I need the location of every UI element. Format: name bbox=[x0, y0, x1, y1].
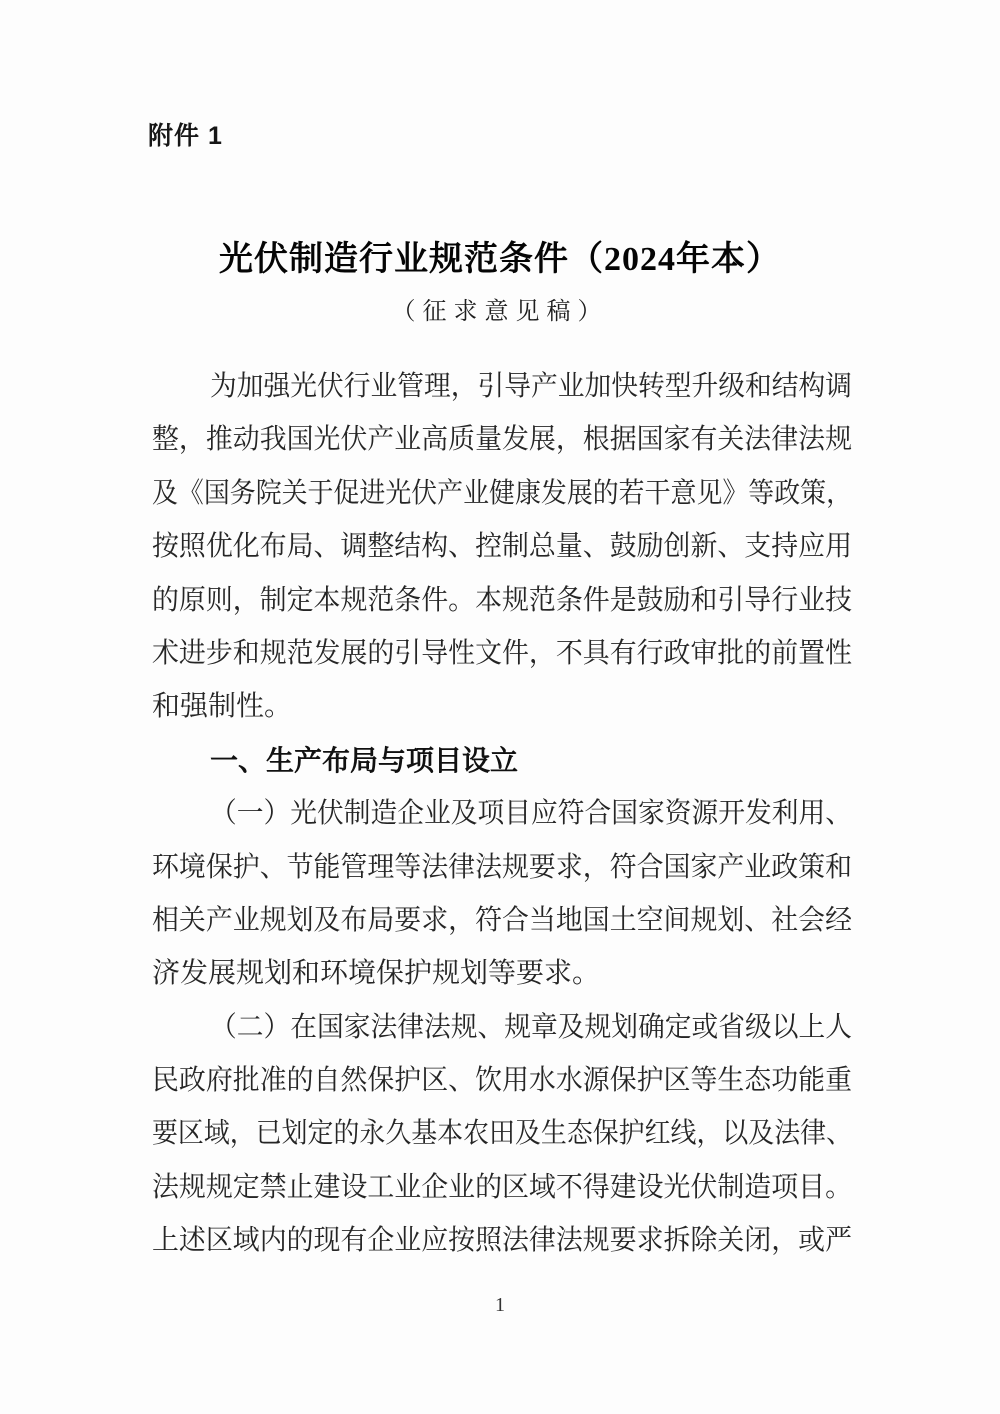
body-line bbox=[152, 894, 852, 947]
body-line-text: 一、生产布局与项目设立 bbox=[210, 744, 519, 776]
body-line-text: 术进步和规范发展的引导性文件，不具有行政审批的前置性 bbox=[152, 637, 853, 669]
body-line bbox=[152, 467, 852, 520]
document-subtitle: （征求意见稿） bbox=[391, 299, 609, 325]
body-line bbox=[152, 1107, 852, 1160]
body-line-text: （二）在国家法律法规、规章及规划确定或省级以上人 bbox=[210, 1011, 853, 1043]
body-line-text: 和强制性。 bbox=[152, 691, 293, 723]
body-line bbox=[152, 520, 852, 573]
document-title: 光伏制造行业规范条件（2024年本） bbox=[219, 241, 781, 278]
body-line-text: （一）光伏制造企业及项目应符合国家资源开发利用、 bbox=[210, 798, 853, 830]
body-line-text: 按照优化布局、调整结构、控制总量、鼓励创新、支持应用 bbox=[152, 531, 853, 563]
body-line bbox=[152, 574, 852, 627]
body-line-text: 及《国务院关于促进光伏产业健康发展的若干意见》等政策， bbox=[152, 477, 853, 509]
body-line-text: 济发展规划和环境保护规划等要求。 bbox=[152, 958, 601, 990]
body-line bbox=[152, 841, 852, 894]
page-number: 1 bbox=[495, 1294, 505, 1316]
body-line bbox=[152, 947, 852, 1000]
body-line-text: 民政府批准的自然保护区、饮用水水源保护区等生态功能重 bbox=[152, 1065, 853, 1097]
document-body bbox=[152, 360, 852, 1268]
body-line-text: 环境保护、节能管理等法律法规要求，符合国家产业政策和 bbox=[152, 851, 853, 883]
body-line-text: 的原则，制定本规范条件。本规范条件是鼓励和引导行业技 bbox=[152, 584, 853, 616]
body-line-text: 相关产业规划及布局要求，符合当地国土空间规划、社会经 bbox=[152, 904, 853, 936]
body-line bbox=[152, 1001, 852, 1054]
body-line-text: 为加强光伏行业管理，引导产业加快转型升级和结构调 bbox=[210, 371, 853, 402]
body-line-text: 法规规定禁止建设工业企业的区域不得建设光伏制造项目。 bbox=[152, 1171, 853, 1203]
body-line-text: 要区域，已划定的永久基本农田及生态保护红线，以及法律、 bbox=[152, 1118, 853, 1150]
body-line bbox=[152, 413, 852, 466]
attachment-label: 附件 1 bbox=[148, 122, 223, 150]
body-line bbox=[152, 360, 852, 413]
body-line bbox=[152, 1054, 852, 1107]
body-line bbox=[152, 1214, 852, 1267]
body-line-text: 上述区域内的现有企业应按照法律法规要求拆除关闭，或严 bbox=[152, 1225, 853, 1257]
section-heading bbox=[152, 734, 852, 787]
body-line-text: 整，推动我国光伏产业高质量发展，根据国家有关法律法规 bbox=[152, 424, 853, 456]
body-line bbox=[152, 680, 852, 733]
body-line bbox=[152, 627, 852, 680]
body-line bbox=[152, 1161, 852, 1214]
body-line bbox=[152, 787, 852, 840]
